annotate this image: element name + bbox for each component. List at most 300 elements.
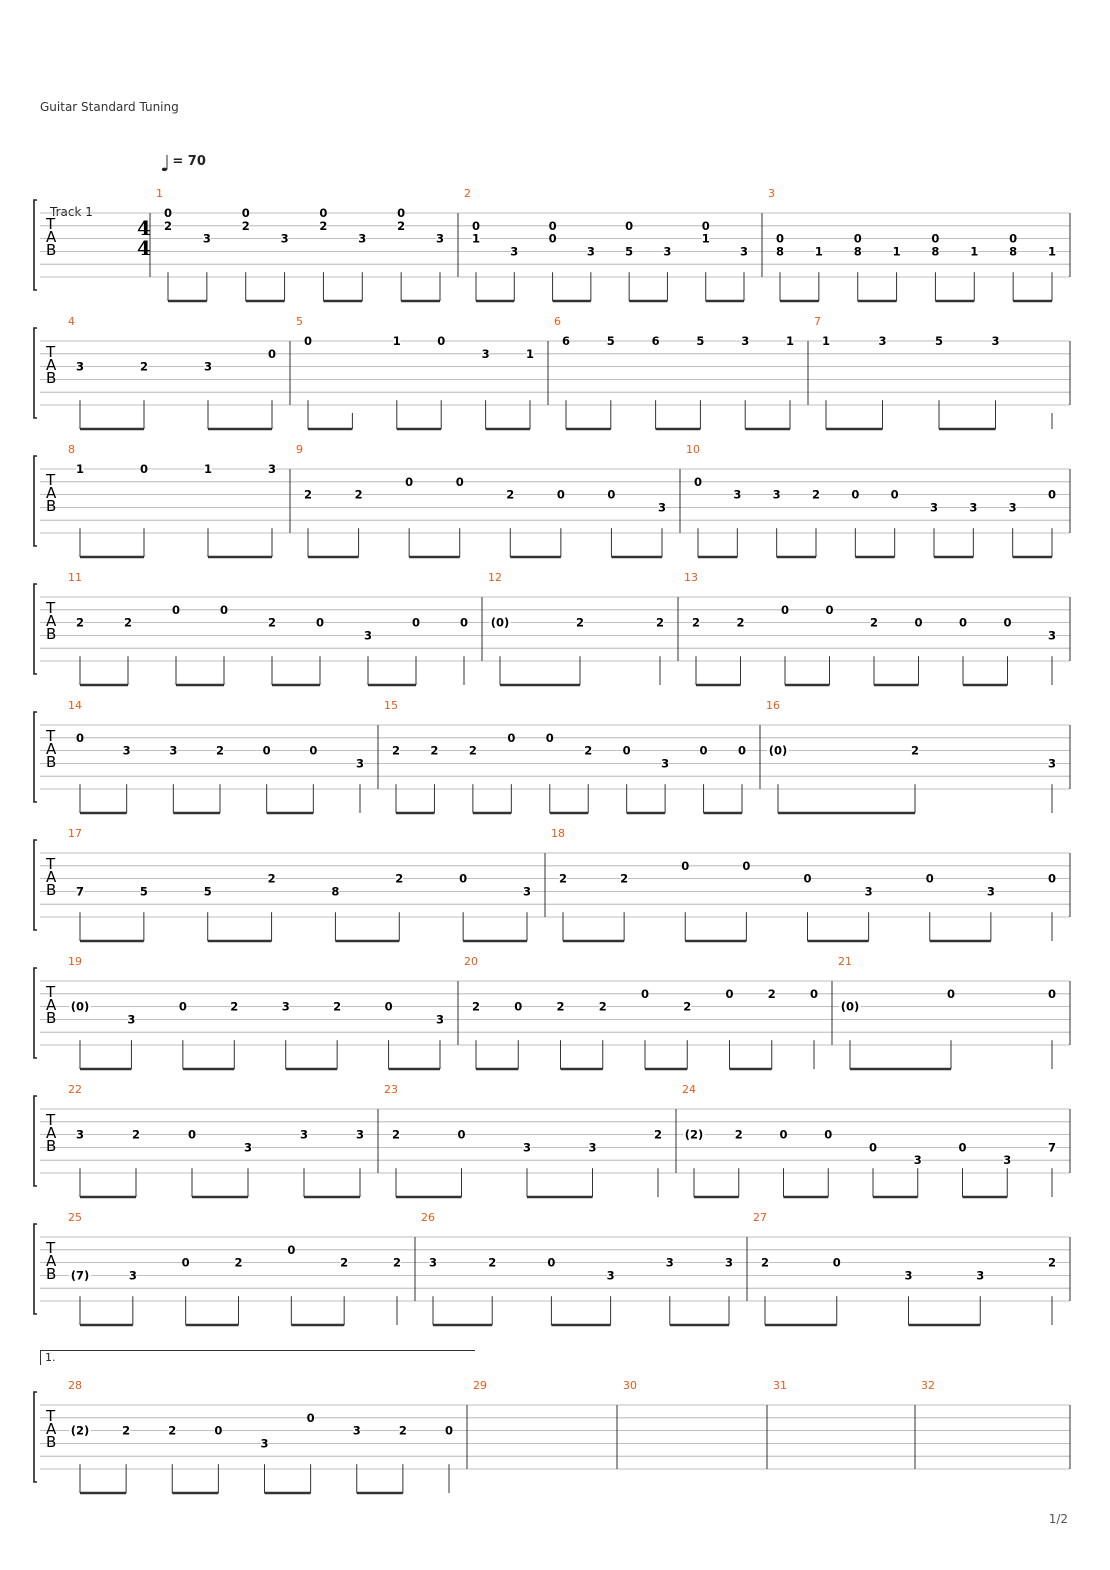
tuning-label: Guitar Standard Tuning xyxy=(40,100,179,114)
fret-number: 1 xyxy=(525,346,535,361)
fret-number: 0 xyxy=(1047,871,1057,886)
fret-number: 8 xyxy=(1009,244,1018,259)
fret-number: 8 xyxy=(331,884,340,899)
fret-number: 3 xyxy=(355,756,365,771)
fret-number: 0 xyxy=(622,743,631,758)
measure-number: 11 xyxy=(68,571,82,584)
fret-number: 0 xyxy=(640,986,650,1001)
measure-number: 4 xyxy=(68,315,75,328)
fret-number: 2 xyxy=(910,743,920,758)
tab-clef: A xyxy=(46,1252,57,1270)
fret-number: 2 xyxy=(691,615,701,630)
fret-number: 8 xyxy=(775,244,785,259)
fret-number: 0 xyxy=(319,206,328,220)
fret-number: 1 xyxy=(75,462,85,476)
fret-number: 0 xyxy=(958,615,968,630)
fret-number: 0 xyxy=(931,231,940,246)
measure-number: 14 xyxy=(68,699,82,712)
fret-number: 0 xyxy=(287,1242,296,1257)
time-signature: 4 xyxy=(137,236,151,260)
fret-number: 2 xyxy=(139,359,149,374)
measure-number: 1 xyxy=(156,187,163,200)
fret-number: 0 xyxy=(471,218,481,233)
tab-clef: B xyxy=(46,497,57,515)
tab-clef: T xyxy=(46,599,56,617)
fret-number: 2 xyxy=(267,615,277,630)
fret-number: 1 xyxy=(1047,244,1057,259)
fret-number: 1 xyxy=(785,334,795,348)
fret-number: 0 xyxy=(214,1423,223,1438)
tab-clef: A xyxy=(46,228,57,246)
fret-number: 0 xyxy=(384,999,393,1014)
fret-number: 2 xyxy=(653,1127,663,1142)
fret-number: 2 xyxy=(234,1255,243,1270)
fret-number: 0 xyxy=(262,743,271,758)
fret-number: 0 xyxy=(681,858,690,873)
fret-number: 0 xyxy=(178,999,187,1014)
tab-system xyxy=(0,185,1110,295)
system-bracket xyxy=(34,1224,37,1314)
fret-number: 2 xyxy=(303,487,313,502)
fret-number: 0 xyxy=(303,334,313,348)
tab-system xyxy=(0,697,1110,807)
fret-number: 0 xyxy=(459,615,469,630)
fret-number: 2 xyxy=(488,1255,497,1270)
fret-number: 0 xyxy=(306,1410,315,1425)
fret-number: 3 xyxy=(1008,500,1017,515)
fret-number: 0 xyxy=(1009,231,1018,246)
track-label: Track 1 xyxy=(50,205,93,219)
fret-number: 3 xyxy=(510,244,519,259)
tab-clef: A xyxy=(46,1420,57,1438)
measure-number: 7 xyxy=(814,315,821,328)
fret-number: 2 xyxy=(736,615,745,630)
fret-number: 0 xyxy=(803,871,812,886)
tab-system xyxy=(0,441,1110,551)
fret-number: 3 xyxy=(588,1140,597,1155)
measure-number: 5 xyxy=(296,315,303,328)
fret-number: 6 xyxy=(651,334,660,348)
fret-number: 3 xyxy=(772,487,781,502)
fret-number: 7 xyxy=(1047,1140,1057,1155)
fret-number: 5 xyxy=(139,884,148,899)
tab-clef: B xyxy=(46,881,57,899)
fret-number: 3 xyxy=(522,1140,532,1155)
measure-number: 9 xyxy=(296,443,303,456)
fret-number: 3 xyxy=(904,1268,913,1283)
fret-number: 5 xyxy=(696,334,705,348)
tab-staff xyxy=(0,313,1110,423)
fret-number: 0 xyxy=(545,730,554,745)
fret-number: 0 xyxy=(405,474,414,489)
fret-number: 3 xyxy=(739,244,749,259)
tab-clef: T xyxy=(46,1239,56,1257)
tab-clef: B xyxy=(46,1009,57,1027)
fret-number: 2 xyxy=(391,743,401,758)
tab-clef: T xyxy=(46,727,56,745)
tab-clef: T xyxy=(46,855,56,873)
tab-staff xyxy=(0,1377,1110,1487)
tab-clef: B xyxy=(46,1433,57,1451)
fret-number: 2 xyxy=(598,999,607,1014)
measure-number: 10 xyxy=(686,443,700,456)
tab-system xyxy=(0,825,1110,935)
fret-number: 3 xyxy=(929,500,939,515)
fret-number: 3 xyxy=(657,500,667,515)
system-bracket xyxy=(34,712,37,802)
fret-number: 1 xyxy=(821,334,831,348)
fret-number: 0 xyxy=(315,615,325,630)
fret-number: 2 xyxy=(471,999,481,1014)
fret-number: 5 xyxy=(203,884,212,899)
fret-number: 6 xyxy=(561,334,571,348)
fret-number: 0 xyxy=(742,858,751,873)
fret-number: 0 xyxy=(181,1255,190,1270)
fret-number: 0 xyxy=(459,871,468,886)
fret-number: 0 xyxy=(693,474,703,489)
fret-number: 2 xyxy=(760,1255,770,1270)
tab-clef: T xyxy=(46,1111,56,1129)
fret-number: 3 xyxy=(260,1436,269,1451)
system-bracket xyxy=(34,328,37,418)
measure-number: 22 xyxy=(68,1083,82,1096)
fret-number: 1 xyxy=(392,334,401,348)
fret-number: 0 xyxy=(507,730,516,745)
fret-number: 1 xyxy=(471,231,481,246)
measure-number: 20 xyxy=(464,955,478,968)
fret-number: 0 xyxy=(868,1140,878,1155)
fret-number: 0 xyxy=(809,986,819,1001)
tab-clef: A xyxy=(46,612,57,630)
fret-number: 3 xyxy=(663,244,672,259)
system-bracket xyxy=(34,200,37,290)
fret-number: 3 xyxy=(355,1127,365,1142)
fret-number: 2 xyxy=(122,1423,131,1438)
fret-number: 3 xyxy=(127,1012,136,1027)
fret-number: 0 xyxy=(925,871,934,886)
measure-number: 27 xyxy=(753,1211,767,1224)
measure-number: 24 xyxy=(682,1083,696,1096)
fret-number: 3 xyxy=(203,359,213,374)
measure-number: 6 xyxy=(554,315,561,328)
fret-number: 3 xyxy=(435,231,445,246)
measure-number: 12 xyxy=(488,571,502,584)
fret-number: (0) xyxy=(490,615,510,630)
fret-number: 8 xyxy=(931,244,940,259)
fret-number: 3 xyxy=(1047,628,1057,643)
fret-number: 0 xyxy=(914,615,923,630)
fret-number: 0 xyxy=(890,487,899,502)
fret-number: 2 xyxy=(430,743,439,758)
fret-number: 8 xyxy=(853,244,862,259)
measure-number: 32 xyxy=(921,1379,935,1392)
fret-number: 2 xyxy=(168,1423,177,1438)
measure-number: 30 xyxy=(623,1379,637,1392)
fret-number: 7 xyxy=(75,884,85,899)
measure-number: 26 xyxy=(421,1211,435,1224)
fret-number: 3 xyxy=(75,359,85,374)
fret-number: 0 xyxy=(780,602,790,617)
tab-clef: A xyxy=(46,1124,57,1142)
fret-number: 0 xyxy=(548,231,557,246)
tab-clef: B xyxy=(46,1137,57,1155)
fret-number: 3 xyxy=(986,884,995,899)
fret-number: 1 xyxy=(814,244,823,259)
tab-staff xyxy=(0,1209,1110,1319)
fret-number: (0) xyxy=(768,743,788,758)
time-signature: 4 xyxy=(137,216,151,240)
fret-number: 2 xyxy=(75,615,85,630)
system-bracket xyxy=(34,840,37,930)
fret-number: 3 xyxy=(280,231,289,246)
fret-number: 2 xyxy=(869,615,879,630)
fret-number: 3 xyxy=(1003,1153,1012,1168)
tab-system xyxy=(0,569,1110,679)
fret-number: 0 xyxy=(1003,615,1012,630)
fret-number: 0 xyxy=(946,986,956,1001)
fret-number: 0 xyxy=(444,1423,454,1438)
measure-number: 19 xyxy=(68,955,82,968)
volta-bracket xyxy=(40,1350,475,1365)
tab-system xyxy=(0,313,1110,423)
fret-number: 2 xyxy=(391,1127,401,1142)
fret-number: 0 xyxy=(75,730,85,745)
fret-number: 2 xyxy=(558,871,568,886)
fret-number: 0 xyxy=(187,1127,197,1142)
fret-number: 3 xyxy=(122,743,131,758)
fret-number: 0 xyxy=(455,474,464,489)
fret-number: 0 xyxy=(851,487,860,502)
tab-staff xyxy=(0,825,1110,935)
tab-clef: A xyxy=(46,356,57,374)
fret-number: 0 xyxy=(309,743,318,758)
fret-number: 2 xyxy=(397,218,406,233)
fret-number: 3 xyxy=(586,244,595,259)
tab-system xyxy=(0,1081,1110,1191)
fret-number: 0 xyxy=(457,1127,466,1142)
fret-number: 2 xyxy=(319,218,328,233)
fret-number: 2 xyxy=(556,999,565,1014)
tab-clef: A xyxy=(46,996,57,1014)
fret-number: 0 xyxy=(625,218,634,233)
fret-number: 2 xyxy=(392,1255,402,1270)
fret-number: 3 xyxy=(481,346,490,361)
fret-number: 2 xyxy=(468,743,477,758)
measure-number: 28 xyxy=(68,1379,82,1392)
measure-number: 8 xyxy=(68,443,75,456)
fret-number: 2 xyxy=(811,487,821,502)
fret-number: 1 xyxy=(203,462,213,476)
fret-number: 0 xyxy=(1047,986,1057,1001)
fret-number: (2) xyxy=(684,1127,704,1142)
fret-number: 1 xyxy=(701,231,710,246)
fret-number: 3 xyxy=(913,1153,922,1168)
tab-system xyxy=(0,1377,1110,1487)
tab-staff xyxy=(0,953,1110,1063)
fret-number: 3 xyxy=(661,756,670,771)
fret-number: 3 xyxy=(976,1268,985,1283)
fret-number: 0 xyxy=(548,218,557,233)
fret-number: 0 xyxy=(241,206,250,220)
fret-number: 2 xyxy=(1047,1255,1057,1270)
fret-number: 0 xyxy=(411,615,421,630)
tab-staff xyxy=(0,697,1110,807)
system-bracket xyxy=(34,584,37,674)
measure-number: 2 xyxy=(464,187,471,200)
fret-number: 0 xyxy=(514,999,523,1014)
fret-number: 0 xyxy=(832,1255,841,1270)
measure-number: 17 xyxy=(68,827,82,840)
tab-clef: T xyxy=(46,215,56,233)
fret-number: 2 xyxy=(584,743,593,758)
fret-number: 3 xyxy=(864,884,873,899)
volta-label: 1. xyxy=(45,1351,56,1364)
fret-number: 2 xyxy=(354,487,363,502)
tab-clef: B xyxy=(46,625,57,643)
fret-number: 3 xyxy=(741,334,750,348)
measure-number: 18 xyxy=(551,827,565,840)
fret-number: 3 xyxy=(363,628,373,643)
tab-clef: T xyxy=(46,471,56,489)
measure-number: 13 xyxy=(684,571,698,584)
fret-number: 0 xyxy=(139,462,149,476)
fret-number: 2 xyxy=(395,871,404,886)
fret-number: 3 xyxy=(878,334,887,348)
tab-clef: B xyxy=(46,753,57,771)
measure-number: 25 xyxy=(68,1211,82,1224)
fret-number: 3 xyxy=(428,1255,438,1270)
fret-number: 2 xyxy=(267,871,276,886)
fret-number: 3 xyxy=(169,743,178,758)
tab-clef: A xyxy=(46,484,57,502)
tab-clef: A xyxy=(46,868,57,886)
system-bracket xyxy=(34,1096,37,1186)
fret-number: 0 xyxy=(556,487,565,502)
fret-number: 2 xyxy=(734,1127,743,1142)
tab-system xyxy=(0,953,1110,1063)
tab-clef: T xyxy=(46,983,56,1001)
fret-number: 3 xyxy=(352,1423,361,1438)
system-bracket xyxy=(34,968,37,1058)
tab-clef: B xyxy=(46,241,57,259)
fret-number: 2 xyxy=(620,871,629,886)
tab-clef: T xyxy=(46,343,56,361)
fret-number: 0 xyxy=(163,206,173,220)
fret-number: 3 xyxy=(299,1127,309,1142)
fret-number: 0 xyxy=(737,743,747,758)
fret-number: 3 xyxy=(991,334,1000,348)
fret-number: 5 xyxy=(934,334,944,348)
tab-system xyxy=(0,1209,1110,1319)
fret-number: 3 xyxy=(128,1268,137,1283)
fret-number: 2 xyxy=(398,1423,407,1438)
measure-number: 16 xyxy=(766,699,780,712)
fret-number: 0 xyxy=(699,743,708,758)
fret-number: 2 xyxy=(333,999,342,1014)
fret-number: 2 xyxy=(241,218,250,233)
fret-number: 1 xyxy=(970,244,979,259)
fret-number: 0 xyxy=(437,334,446,348)
tab-clef: T xyxy=(46,1407,56,1425)
fret-number: 2 xyxy=(575,615,585,630)
system-bracket xyxy=(34,1392,37,1482)
fret-number: 3 xyxy=(733,487,742,502)
fret-number: 3 xyxy=(1047,756,1057,771)
fret-number: 5 xyxy=(606,334,615,348)
tab-staff xyxy=(0,1081,1110,1191)
fret-number: 3 xyxy=(969,500,978,515)
fret-number: 0 xyxy=(825,602,834,617)
measure-number: 31 xyxy=(773,1379,787,1392)
fret-number: (0) xyxy=(70,999,90,1014)
fret-number: 3 xyxy=(522,884,532,899)
fret-number: 0 xyxy=(547,1255,556,1270)
measure-number: 29 xyxy=(473,1379,487,1392)
fret-number: 2 xyxy=(506,487,515,502)
fret-number: 0 xyxy=(219,602,229,617)
fret-number: 2 xyxy=(215,743,225,758)
fret-number: (2) xyxy=(70,1423,90,1438)
fret-number: 3 xyxy=(724,1255,734,1270)
fret-number: 0 xyxy=(171,602,181,617)
fret-number: 2 xyxy=(131,1127,141,1142)
measure-number: 3 xyxy=(768,187,775,200)
fret-number: 1 xyxy=(892,244,901,259)
fret-number: 0 xyxy=(824,1127,833,1142)
fret-number: 0 xyxy=(1047,487,1057,502)
measure-number: 21 xyxy=(838,955,852,968)
fret-number: 0 xyxy=(853,231,862,246)
fret-number: 3 xyxy=(281,999,290,1014)
tab-clef: A xyxy=(46,740,57,758)
fret-number: 0 xyxy=(607,487,616,502)
fret-number: 0 xyxy=(267,346,277,361)
fret-number: 0 xyxy=(779,1127,788,1142)
fret-number: 3 xyxy=(435,1012,445,1027)
fret-number: 3 xyxy=(75,1127,85,1142)
fret-number: 3 xyxy=(202,231,211,246)
fret-number: 0 xyxy=(725,986,734,1001)
fret-number: 2 xyxy=(655,615,665,630)
fret-number: (0) xyxy=(840,999,860,1014)
measure-number: 23 xyxy=(384,1083,398,1096)
tab-staff xyxy=(0,569,1110,679)
fret-number: 2 xyxy=(340,1255,349,1270)
tab-clef: B xyxy=(46,369,57,387)
page-number: 1/2 xyxy=(1048,1512,1068,1526)
system-bracket xyxy=(34,456,37,546)
fret-number: 0 xyxy=(958,1140,967,1155)
quarter-note-icon: ♩ xyxy=(160,152,171,177)
fret-number: 2 xyxy=(123,615,133,630)
fret-number: 0 xyxy=(397,206,406,220)
tempo-value: = 70 xyxy=(172,154,206,169)
fret-number: (7) xyxy=(70,1268,90,1283)
fret-number: 2 xyxy=(163,218,173,233)
fret-number: 3 xyxy=(358,231,367,246)
fret-number: 0 xyxy=(775,231,785,246)
tab-staff xyxy=(0,441,1110,551)
tab-staff xyxy=(0,185,1110,295)
measure-number: 15 xyxy=(384,699,398,712)
fret-number: 2 xyxy=(767,986,776,1001)
fret-number: 5 xyxy=(625,244,634,259)
fret-number: 3 xyxy=(243,1140,253,1155)
fret-number: 0 xyxy=(701,218,710,233)
tempo-marking xyxy=(160,152,206,177)
fret-number: 3 xyxy=(665,1255,674,1270)
fret-number: 3 xyxy=(606,1268,615,1283)
